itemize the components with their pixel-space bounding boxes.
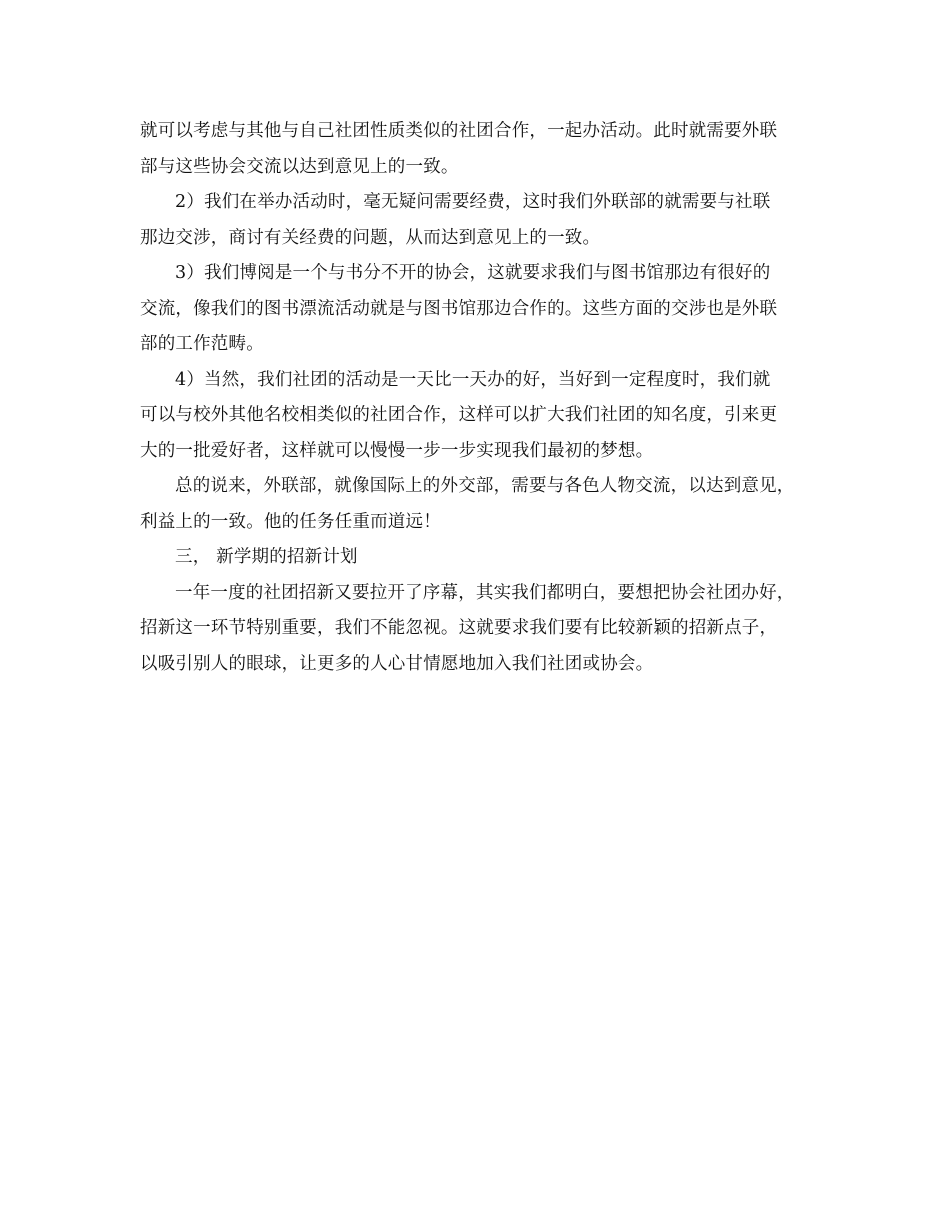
text-line: 招新这一环节特别重要，我们不能忽视。这就要求我们要有比较新颖的招新点子，: [140, 618, 778, 638]
text-line: 部的工作范畴。: [140, 334, 264, 354]
list-item-3-line: 3）我们博阅是一个与书分不开的协会，这就要求我们与图书馆那边有很好的: [175, 263, 771, 283]
recruitment-paragraph-line: 一年一度的社团招新又要拉开了序幕，其实我们都明白，要想把协会社团办好，: [175, 582, 795, 603]
text-line: 利益上的一致。他的任务任重而道远！: [140, 511, 441, 532]
list-item-2-line: 2）我们在举办活动时，毫无疑问需要经费，这时我们外联部的就需要与社联: [175, 192, 771, 212]
text-line: 可以与校外其他名校相类似的社团合作，这样可以扩大我们社团的知名度，引来更: [140, 405, 778, 425]
text-line: 交流，像我们的图书漂流活动就是与图书馆那边合作的。这些方面的交涉也是外联: [140, 298, 778, 319]
summary-paragraph-line: 总的说来，外联部，就像国际上的外交部，需要与各色人物交流，以达到意见，: [175, 476, 795, 496]
list-item-4-line: 4）当然，我们社团的活动是一天比一天办的好，当好到一定程度时，我们就: [175, 369, 771, 390]
section-heading: 三， 新学期的招新计划: [175, 547, 358, 567]
text-line: 就可以考虑与其他与自己社团性质类似的社团合作，一起办活动。此时就需要外联: [140, 121, 778, 141]
text-line: 部与这些协会交流以达到意见上的一致。: [140, 156, 459, 177]
text-line: 大的一批爱好者，这样就可以慢慢一步一步实现我们最初的梦想。: [140, 440, 654, 461]
text-line: 那边交涉，商讨有关经费的问题，从而达到意见上的一致。: [140, 227, 601, 248]
text-line: 以吸引别人的眼球，让更多的人心甘情愿地加入我们社团或协会。: [140, 653, 654, 674]
document-body: [140, 114, 830, 682]
